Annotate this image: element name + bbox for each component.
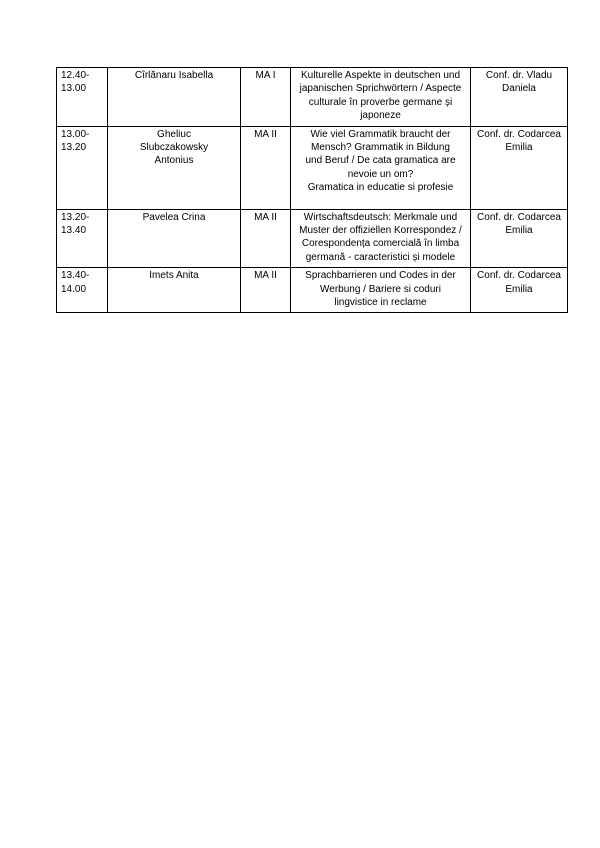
time-end: 13.00 (61, 83, 87, 95)
time-start: 13.40- (61, 270, 90, 282)
student-name-line: Slubczakowsky (139, 142, 209, 154)
time-end: 13.20 (61, 142, 87, 154)
level-label: MA II (254, 270, 277, 282)
title-line: culturale în proverbe germane și (308, 96, 453, 108)
title-line: Muster der offiziellen Korrespondez / (299, 225, 462, 237)
schedule-table (56, 67, 568, 313)
time-slot-cell (57, 126, 108, 209)
title-line: Sprachbarrieren und Codes in der (305, 270, 456, 282)
student-cell (108, 126, 241, 209)
level-label: MA I (255, 70, 276, 81)
student-name-line: Antonius (154, 155, 194, 167)
level-label: MA II (254, 211, 277, 223)
student-name-line: Pavelea Crina (142, 211, 206, 223)
title-line: lingvistice in reclame (334, 297, 427, 309)
level-cell (241, 126, 291, 209)
student-name-line: Cîrlănaru Isabella (134, 70, 214, 81)
student-name-line: Gheliuc (157, 128, 191, 140)
coordinator-line: Emilia (505, 283, 533, 295)
student-name-line: Imets Anita (149, 270, 199, 282)
thesis-title-cell (291, 268, 471, 313)
coordinator-line: Conf. dr. Codarcea (477, 211, 561, 223)
time-start: 12.40- (61, 70, 90, 81)
thesis-title-cell (291, 126, 471, 209)
coordinator-line: Daniela (502, 83, 536, 95)
level-cell (241, 209, 291, 268)
coordinator-line: Conf. dr. Codarcea (477, 270, 561, 282)
table-row (57, 268, 568, 313)
level-cell (241, 268, 291, 313)
table-row (57, 126, 568, 209)
title-line: japoneze (360, 110, 401, 122)
title-line: germană - caracteristici și modele (305, 251, 456, 263)
time-end: 13.40 (61, 225, 87, 237)
coordinator-line: Emilia (505, 225, 533, 237)
title-line: japanischen Sprichwörtern / Aspecte (299, 83, 462, 95)
title-line: nevoie un om? (347, 168, 414, 180)
coordinator-line: Conf. dr. Codarcea (477, 128, 561, 140)
thesis-title-cell (291, 209, 471, 268)
title-line: Werbung / Bariere si coduri (320, 283, 441, 295)
title-line: Wirtschaftsdeutsch: Merkmale und (303, 211, 458, 223)
table-row (57, 209, 568, 268)
coordinator-line: Emilia (505, 142, 533, 154)
table-row (57, 68, 568, 127)
title-line: Wie viel Grammatik braucht der (310, 128, 451, 140)
title-line: und Beruf / De cata gramatica are (305, 155, 456, 167)
title-line: Corespondența comercială în limba (301, 238, 460, 250)
thesis-title-cell (291, 68, 471, 127)
time-start: 13.20- (61, 211, 90, 223)
student-cell (108, 209, 241, 268)
student-cell (108, 268, 241, 313)
coordinator-cell (471, 68, 568, 127)
title-line: Kulturelle Aspekte in deutschen und (301, 70, 460, 81)
time-slot-cell (57, 268, 108, 313)
coordinator-cell (471, 126, 568, 209)
title-line: Mensch? Grammatik in Bildung (311, 142, 450, 154)
student-cell (108, 68, 241, 127)
coordinator-cell (471, 209, 568, 268)
level-label: MA II (254, 128, 277, 140)
title-line: Gramatica in educatie si profesie (307, 182, 454, 194)
time-end: 14.00 (61, 283, 87, 295)
time-slot-cell (57, 68, 108, 127)
level-cell (241, 68, 291, 127)
coordinator-line: Conf. dr. Vladu (485, 70, 553, 81)
coordinator-cell (471, 268, 568, 313)
time-slot-cell (57, 209, 108, 268)
time-start: 13.00- (61, 128, 90, 140)
